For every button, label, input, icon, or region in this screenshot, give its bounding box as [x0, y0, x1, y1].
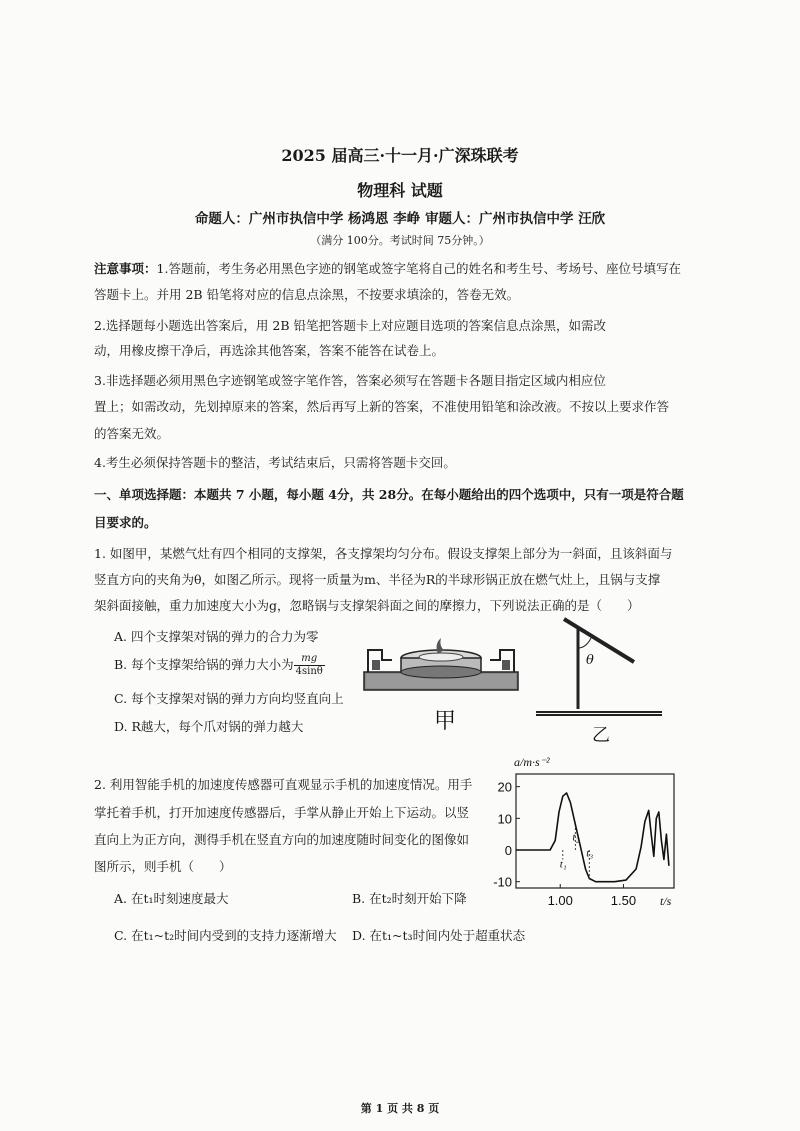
y-tick-label: 20: [497, 779, 512, 795]
y-tick-label: 10: [497, 811, 512, 827]
y-tick-label: 0: [504, 843, 512, 858]
q1-line-2: 竖直方向的夹角为θ，如图乙所示。现将一质量为m、半径为R的半球形锅正放在燃气灶上，且锅与支撑: [94, 572, 661, 587]
figure-jia-label: 甲: [434, 709, 457, 734]
notice-line-2: 答题卡上。并用 2B 铅笔将对应的信息点涂黑，不按要求填涂的，答卷无效。: [94, 287, 520, 302]
angle-arc: [578, 638, 591, 648]
q2-line-4: 图所示，则手机（ ）: [94, 859, 232, 874]
notice-label: 注意事项：: [94, 261, 157, 276]
annotation-label: t₂: [572, 831, 580, 844]
notice-line-1: [94, 259, 681, 277]
notice-line-8: 4.考生必须保持答题卡的整洁，考试结束后，只需将答题卡交回。: [94, 455, 456, 470]
support-incline-figure: [534, 614, 664, 744]
q2-line-2: 掌托着手机，打开加速度传感器后，手掌从静止开始上下运动。以竖: [94, 805, 470, 820]
notice-line-6: 置上；如需改动，先划掉原来的答案，然后再写上新的答案，不准使用铅笔和涂改液。不按以上要求作答: [94, 399, 670, 414]
exam-title: 2025 届高三·十一月·广深珠联考: [281, 146, 519, 165]
theta-label: θ: [586, 653, 594, 668]
left-block: [372, 660, 380, 670]
q1-option-b: [114, 653, 325, 678]
option-b-fraction: [294, 653, 325, 678]
q1-line-3: 架斜面接触，重力加速度大小为g，忽略锅与支撑架斜面之间的摩擦力，下列说法正确的是（ ）: [94, 598, 640, 613]
x-tick-label: 1.50: [610, 893, 637, 908]
q2-option-b: B. 在t₂时刻开始下降: [352, 891, 467, 906]
acceleration-chart: [478, 752, 690, 912]
figure-yi-label: 乙: [592, 725, 610, 744]
notice-text: 1.答题前，考生务必用黑色字迹的钢笔或签字笔将自己的姓名和考生号、考场号、座位号填写在: [156, 261, 681, 276]
section1-line-2: 目要求的。: [94, 515, 157, 530]
x-tick-label: 1.00: [547, 893, 573, 908]
page-footer: 第 1 页 共 8 页: [360, 1102, 440, 1115]
annotation-label: t₁: [559, 858, 567, 871]
y-axis-label: a/m·s⁻²: [514, 755, 550, 769]
q1-option-c: C. 每个支撑架对锅的弹力方向均竖直向上: [114, 691, 344, 706]
subject-title: 物理科 试题: [357, 181, 443, 200]
notice-line-3: 2.选择题每小题选出答案后，用 2B 铅笔把答题卡上对应题目选项的答案信息点涂黑，如需改: [94, 318, 607, 333]
chart-marks: [516, 793, 669, 882]
series-line: [516, 793, 669, 882]
q2-line-3: 直向上为正方向，测得手机在竖直方向的加速度随时间变化的图像如: [94, 832, 470, 847]
annotation-label: t₃: [586, 847, 594, 860]
section1-line-1: 一、单项选择题：本题共 7 小题，每小题 4分，共 28分。在每小题给出的四个选项中，只有一项是符合题: [94, 487, 684, 502]
gas-stove-figure: [362, 628, 522, 738]
q2-option-d: D. 在t₁~t₃时间内处于超重状态: [352, 928, 526, 943]
authors-line: 命题人：广州市执信中学 杨鸿恩 李峥 审题人：广州市执信中学 汪欣: [194, 211, 606, 227]
x-axis-label: t/s: [660, 894, 672, 908]
q2-option-a: A. 在t₁时刻速度最大: [114, 891, 229, 906]
q1-option-d: D. R越大，每个爪对锅的弹力越大: [114, 719, 304, 734]
notice-line-4: 动，用橡皮擦干净后，再选涂其他答案，答案不能答在试卷上。: [94, 343, 445, 358]
chart-axes: [493, 755, 674, 908]
incline-surface: [564, 619, 634, 662]
q1-option-b-text: B. 每个支撑架给锅的弹力大小为: [114, 657, 294, 672]
right-block: [502, 660, 510, 670]
y-tick-label: -10: [493, 874, 512, 890]
exam-meta: （满分 100分。考试时间 75分钟。）: [310, 234, 490, 247]
burner-bottom: [401, 666, 481, 678]
q1-line-1: 1. 如图甲，某燃气灶有四个相同的支撑架，各支撑架均匀分布。假设支撑架上部分为一斜面，且该斜面与: [94, 546, 673, 561]
notice-line-5: 3.非选择题必须用黑色字迹钢笔或签字笔作答，答案必须写在答题卡各题目指定区域内相应位: [94, 373, 606, 388]
fraction-numerator: mg: [294, 653, 325, 666]
q2-option-c: C. 在t₁~t₂时间内受到的支持力逐渐增大: [114, 928, 337, 943]
q1-option-a: A. 四个支撑架对锅的弹力的合力为零: [114, 629, 319, 644]
q2-line-1: 2. 利用智能手机的加速度传感器可直观显示手机的加速度情况。用手: [94, 777, 473, 792]
fraction-denominator: 4sinθ: [295, 666, 323, 677]
burner-cap: [419, 653, 463, 661]
notice-line-7: 的答案无效。: [94, 426, 170, 441]
